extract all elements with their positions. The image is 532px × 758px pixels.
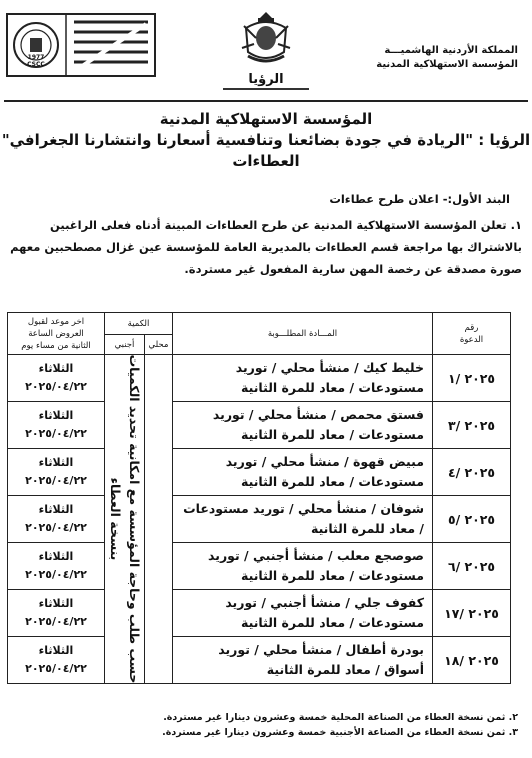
organization-header (368, 44, 518, 72)
tenders-title: العطاءات (232, 152, 300, 170)
vision-underline (223, 88, 309, 90)
row-item: كفوف جلي / منشأ أجنبي / توريد مستودعات / معاد للمرة الثانية (173, 590, 433, 637)
header-divider (4, 100, 528, 102)
row-day: الثلاثاء (38, 597, 74, 610)
quantity-local-cell (145, 355, 173, 684)
institution-title: المؤسسة الاستهلاكية المدنية (159, 110, 373, 128)
row-date: ٢٠٢٥/٠٤/٢٢ (25, 474, 87, 487)
table-row (8, 590, 511, 637)
logo-caption (18, 54, 54, 68)
row-deadline (8, 355, 105, 402)
institution-name-header: المؤسسة الاستهلاكية المدنية (376, 59, 518, 70)
row-item: خليط كيك / منشأ محلي / توريد مستودعات / معاد للمرة الثانية (173, 355, 433, 402)
row-deadline (8, 496, 105, 543)
vision-label: الرؤيا (248, 72, 284, 87)
row-number: ٢٠٢٥ /٦ (433, 543, 511, 590)
table-row (8, 449, 511, 496)
row-day: الثلاثاء (38, 550, 74, 563)
row-day: الثلاثاء (38, 362, 74, 375)
row-item: بودرة أطفال / منشأ محلي / توريد أسواق / معاد للمرة الثانية (173, 637, 433, 684)
logo-year: 1977 (27, 54, 45, 61)
coat-of-arms-block (216, 8, 316, 90)
table-row (8, 543, 511, 590)
row-number: ٢٠٢٥ /١ (433, 355, 511, 402)
vision-title: الرؤيا : "الريادة في جودة بضائعنا وتنافسية أسعارنا وانتشارنا الجغرافي" (1, 131, 531, 149)
row-deadline (8, 449, 105, 496)
row-day: الثلاثاء (38, 503, 74, 516)
table-row (8, 496, 511, 543)
header-deadline-line3: الثانية من مساء يوم (21, 340, 91, 351)
row-item: صوصجع معلب / منشأ أجنبي / توريد مستودعات / معاد للمرة الثانية (173, 543, 433, 590)
row-deadline (8, 637, 105, 684)
logo-code: CSCC (27, 61, 45, 68)
row-deadline (8, 590, 105, 637)
table-row (8, 637, 511, 684)
row-deadline (8, 402, 105, 449)
coat-of-arms-icon (234, 8, 298, 70)
row-day: الثلاثاء (38, 456, 74, 469)
row-number: ٢٠٢٥ /٥ (433, 496, 511, 543)
institution-logo-icon (6, 12, 156, 80)
row-date: ٢٠٢٥/٠٤/٢٢ (25, 615, 87, 628)
header-foreign: أجنبي (105, 335, 145, 355)
kingdom-name: المملكة الأردنية الهاشميـــة (384, 45, 518, 56)
row-number: ٢٠٢٥ /١٧ (433, 590, 511, 637)
quantity-note (106, 355, 144, 684)
header-quantity: الكمية (105, 313, 173, 335)
row-date: ٢٠٢٥/٠٤/٢٢ (25, 662, 87, 675)
note-item: ٢. ثمن نسخة العطاء من الصناعة المحلية خمسة وعشرون دينارا غير مستردة. (163, 712, 518, 723)
row-date: ٢٠٢٥/٠٤/٢٢ (25, 568, 87, 581)
header-deadline-line2: العروض الساعة (28, 328, 84, 339)
logos-block (6, 12, 156, 80)
header-deadline-line1: اخر موعد لقبول (27, 316, 85, 327)
table-row (8, 402, 511, 449)
row-number: ٢٠٢٥ /٤ (433, 449, 511, 496)
quantity-foreign-cell (105, 355, 145, 684)
row-date: ٢٠٢٥/٠٤/٢٢ (25, 380, 87, 393)
note-item: ٣. ثمن نسخة العطاء من الصناعة الأجنبية خمسة وعشرون دينارا غير مستردة. (162, 727, 518, 738)
quantity-note-line2: بنسخة العطاء (107, 477, 123, 561)
table-row (8, 355, 511, 402)
header-local: محلي (145, 335, 173, 355)
row-item: شوفان / منشأ محلي / توريد مستودعات / معاد للمرة الثانية (173, 496, 433, 543)
announcement-paragraph: ١. تعلن المؤسسة الاستهلاكية المدنية عن طرح العطاءات المبينة أدناه فعلى الراغبين بالاشتراك بها مراجعة قسم العطاءات بالمديرية العامة للمؤسسة عين غزال مصطحبين معهم صورة مصدقة عن رخصة المهن سارية المفعول غير مستردة. (10, 218, 522, 276)
row-day: الثلاثاء (38, 644, 74, 657)
row-deadline (8, 543, 105, 590)
header-number (433, 313, 511, 355)
clause-one-heading: البند الأول:- اعلان طرح عطاءات (329, 192, 510, 206)
header-number-line1: رقم (464, 322, 479, 333)
table-header-row (8, 313, 511, 335)
row-number: ٢٠٢٥ /٣ (433, 402, 511, 449)
quantity-note-line1: حسب طلب وحاجة المؤسسة مع امكانية تحديد الكميات (126, 354, 142, 684)
row-day: الثلاثاء (38, 409, 74, 422)
row-item: مبيض قهوة / منشأ محلي / توريد مستودعات / معاد للمرة الثانية (173, 449, 433, 496)
row-date: ٢٠٢٥/٠٤/٢٢ (25, 521, 87, 534)
row-date: ٢٠٢٥/٠٤/٢٢ (25, 427, 87, 440)
row-item: فستق محمص / منشأ محلي / توريد مستودعات / معاد للمرة الثانية (173, 402, 433, 449)
header-number-line2: الدعوة (459, 334, 484, 345)
header-item: المـــادة المطلـــوبة (173, 313, 433, 355)
header-deadline (8, 313, 105, 355)
row-number: ٢٠٢٥ /١٨ (433, 637, 511, 684)
notes-section (10, 710, 518, 740)
tenders-table (7, 312, 511, 684)
